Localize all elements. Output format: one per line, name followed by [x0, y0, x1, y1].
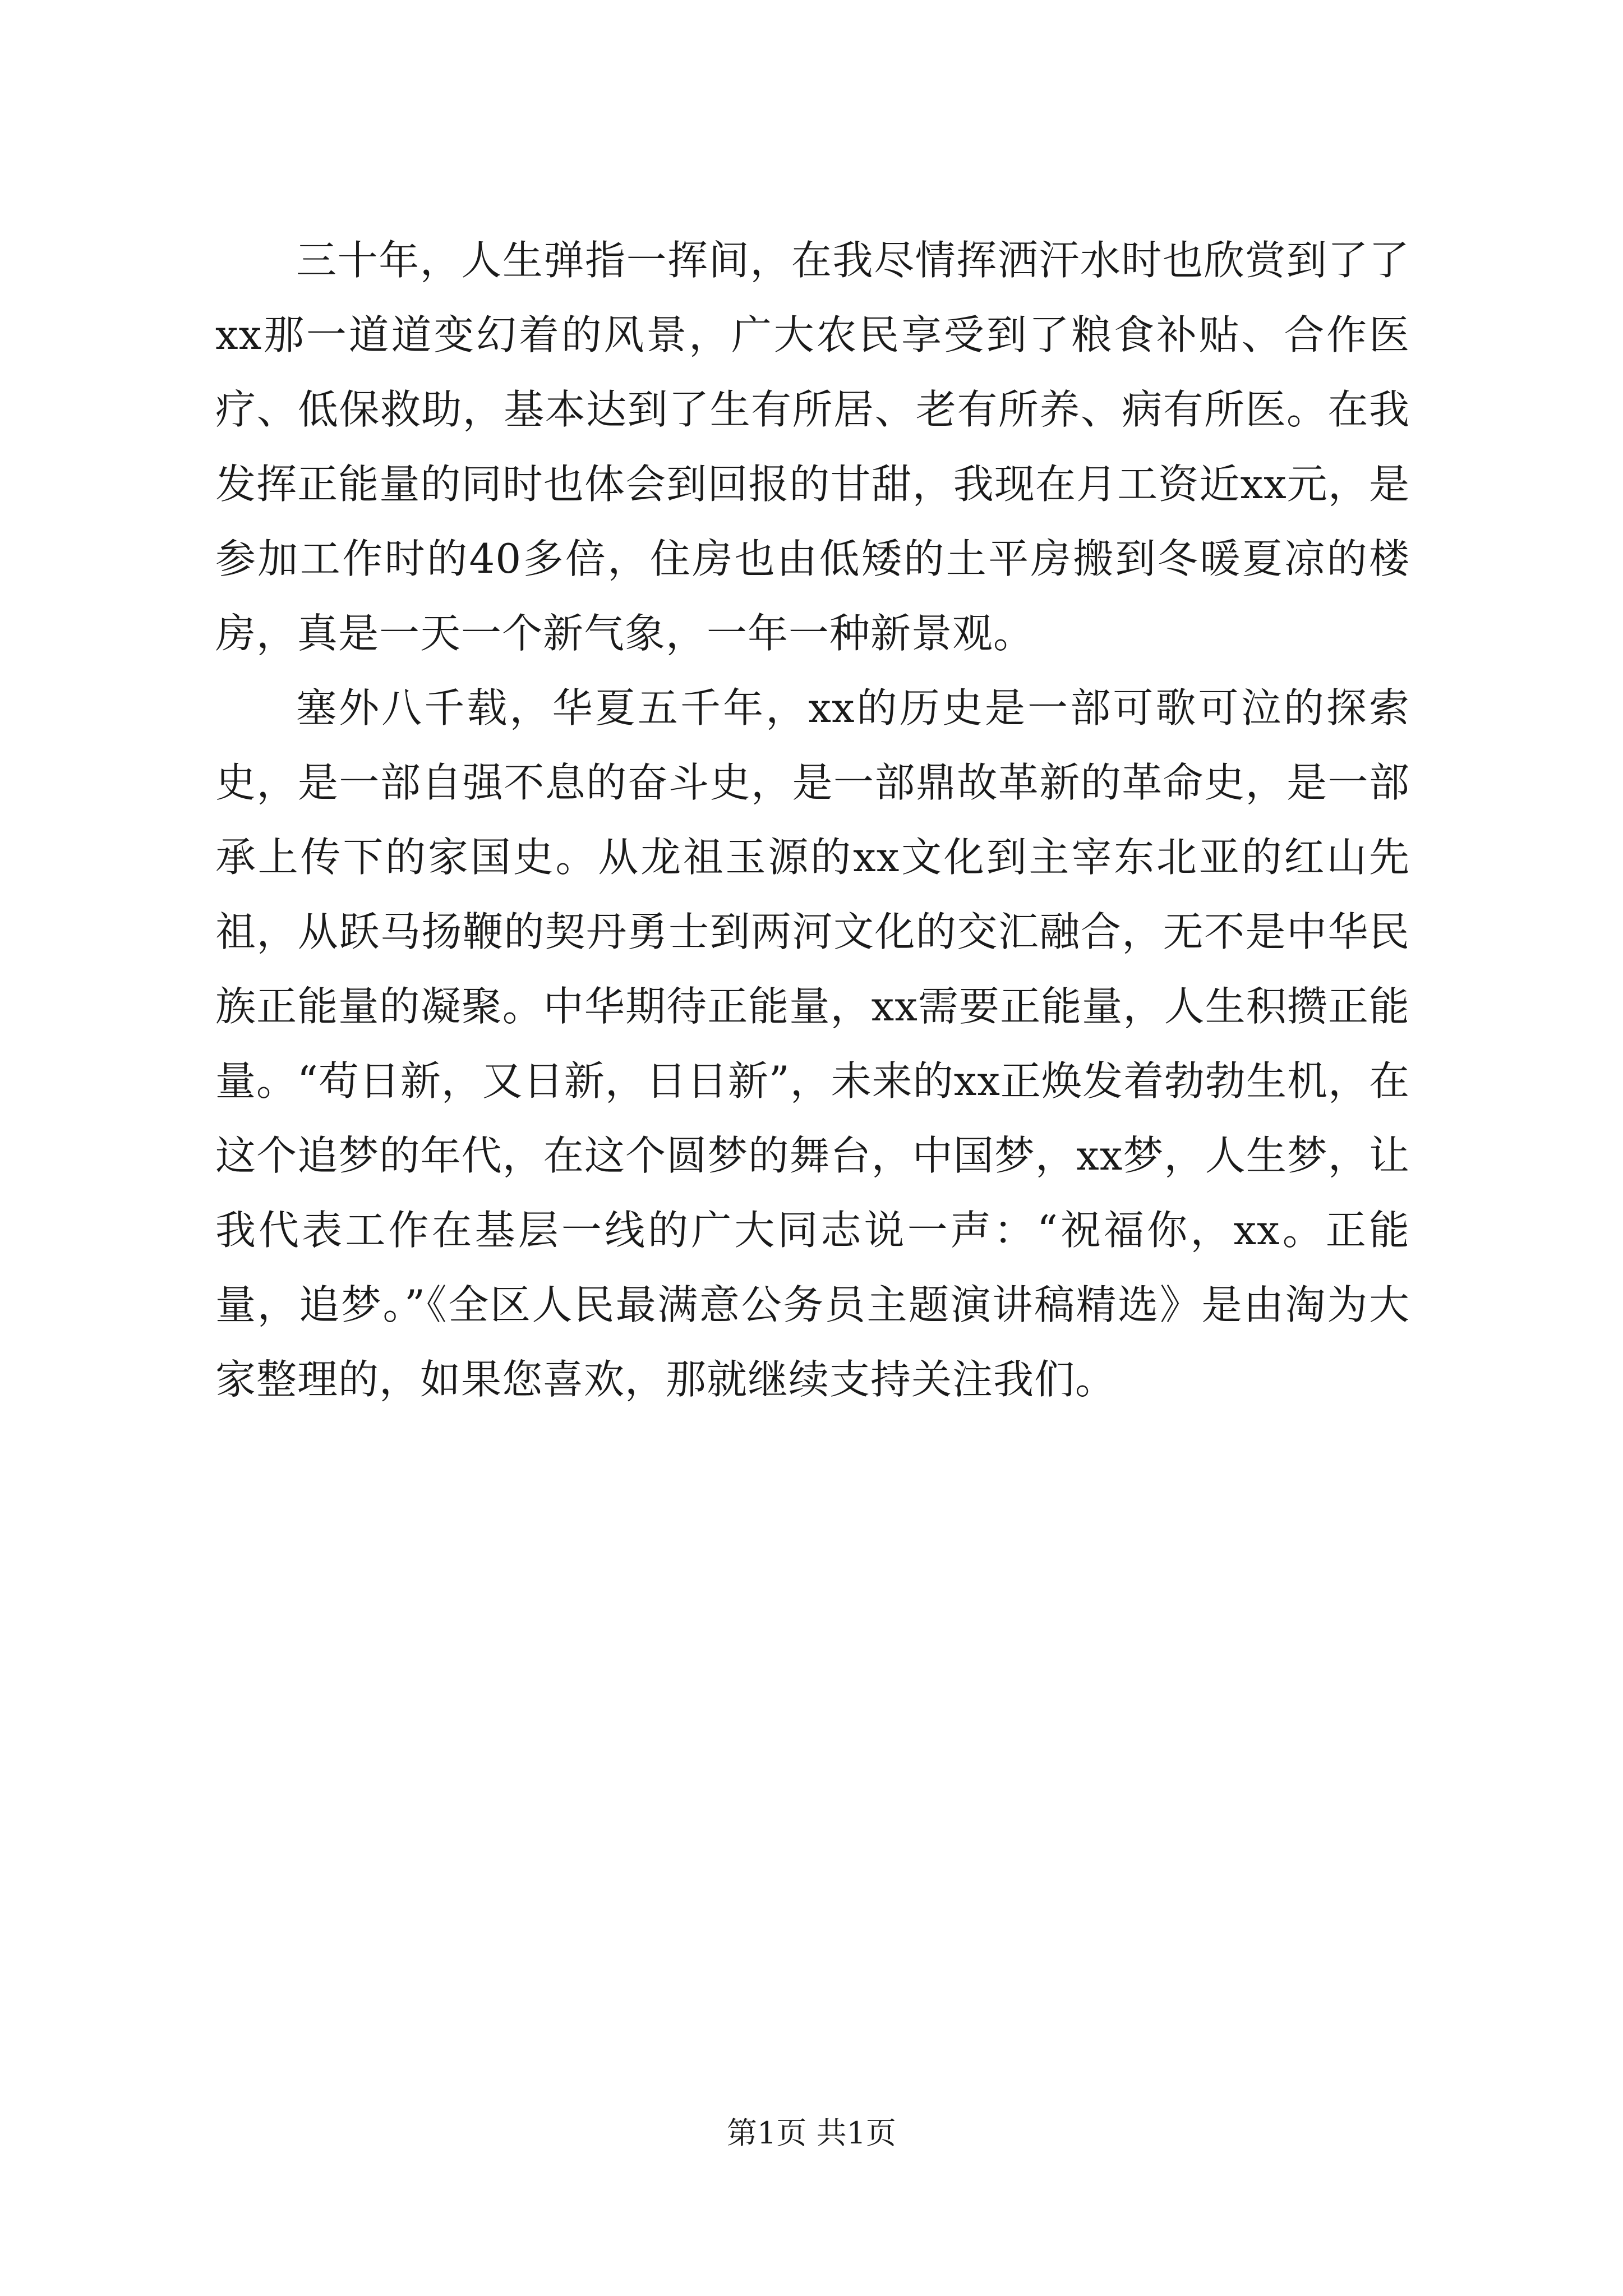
paragraph-2: 塞外八千载，华夏五千年，xx的历史是一部可歌可泣的探索史，是一部自强不息的奋斗史，是一部鼎故革新的革命史，是一部承上传下的家国史。从龙祖玉源的xx文化到主宰东北亚的红山先祖，从跃马扬鞭的契丹勇士到两河文化的交汇融合，无不是中华民族正能量的凝聚。中华期待正能量，xx需要正能量，人生积攒正能量。“苟日新，又日新，日日新”，未来的xx正焕发着勃勃生机，在这个追梦的年代，在这个圆梦的舞台，中国梦，xx梦，人生梦，让我代表工作在基层一线的广大同志说一声：“祝福你，xx。正能量，追梦。”《全区人民最满意公务员主题演讲稿精选》是由淘为大家整理的，如果您喜欢，那就继续支持关注我们。 — [215, 684, 1410, 1403]
document-body — [215, 223, 1410, 1417]
paragraph-1: 三十年，人生弹指一挥间，在我尽情挥洒汗水时也欣赏到了了xx那一道道变幻着的风景，广大农民享受到了粮食补贴、合作医疗、低保救助，基本达到了生有所居、老有所养、病有所医。在我发挥正能量的同时也体会到回报的甘甜，我现在月工资近xx元，是参加工作时的40多倍，住房也由低矮的土平房搬到冬暖夏凉的楼房，真是一天一个新气象，一年一种新景观。 — [215, 237, 1410, 657]
page-number-footer: 第1页 共1页 — [727, 2115, 896, 2151]
